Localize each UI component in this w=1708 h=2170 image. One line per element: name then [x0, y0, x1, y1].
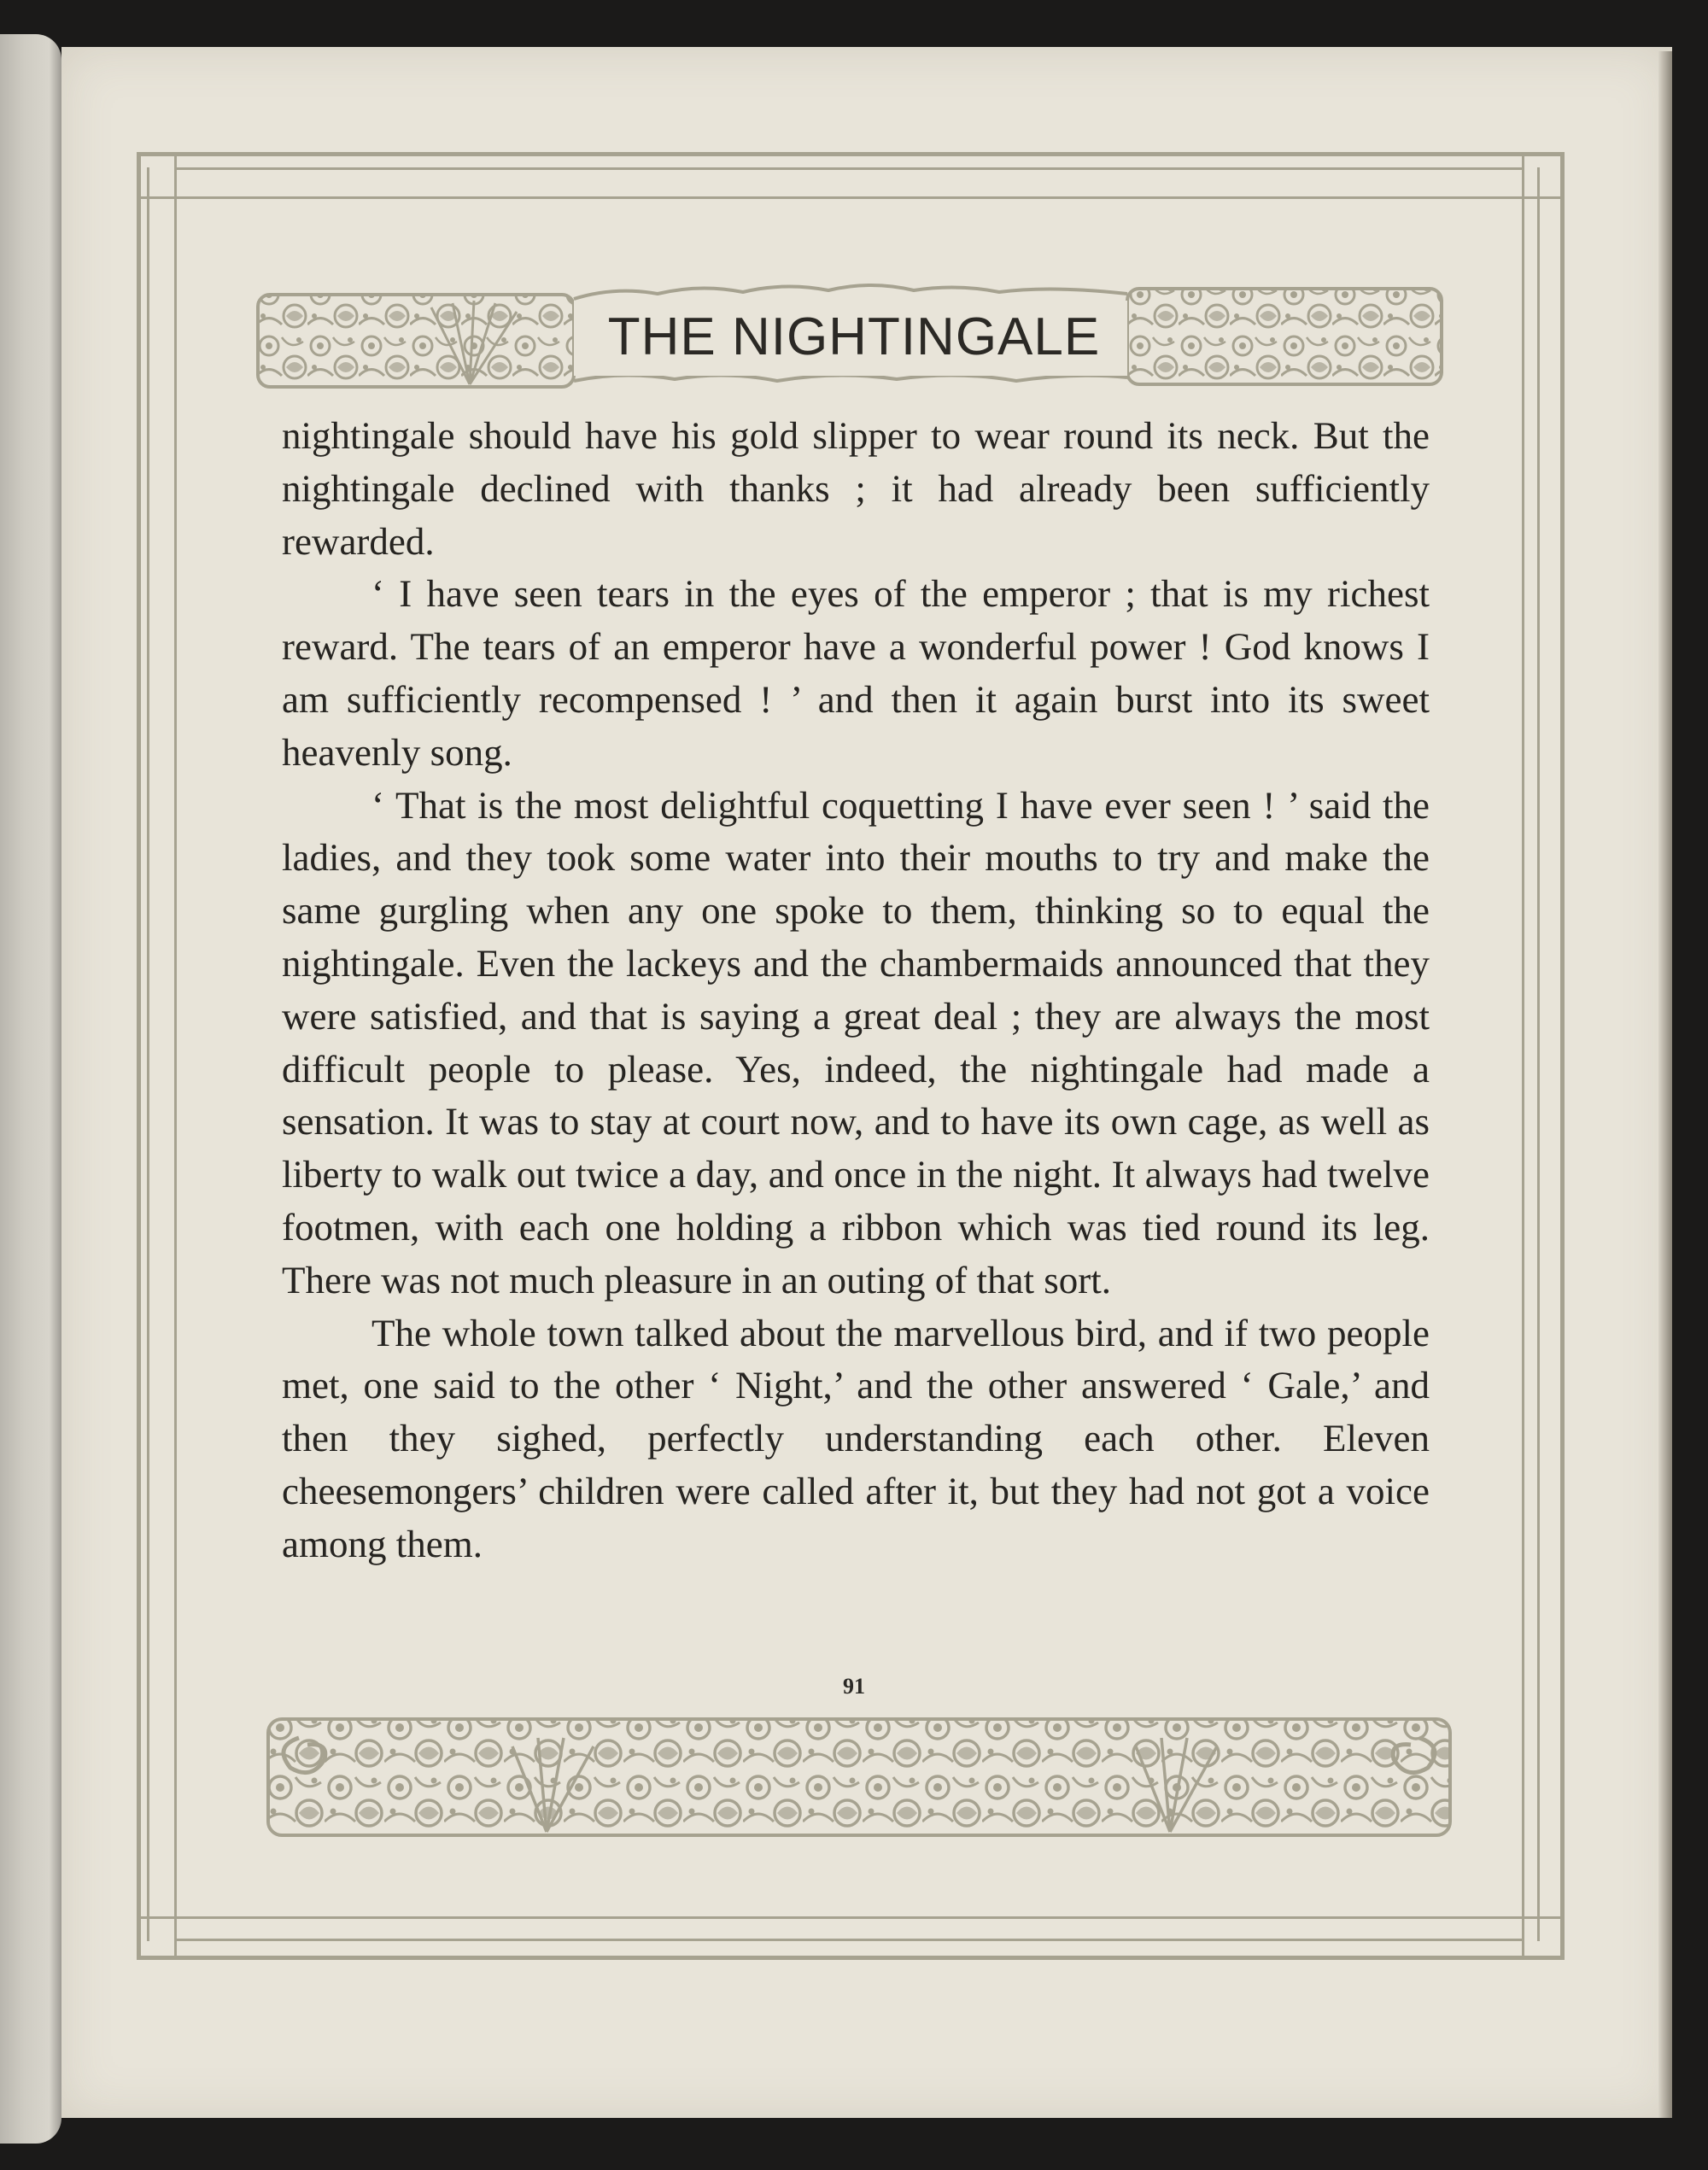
paragraph: ‘ I have seen tears in the eyes of the emperor ; that is my richest reward. The tears of an emperor have a wonderful power ! God knows I am sufficiently recompensed ! ’ and then it again burst into its sweet heavenly song. [282, 572, 1430, 774]
page-edge [1658, 51, 1672, 2118]
body-text [282, 410, 1430, 1571]
paragraph: ‘ That is the most delightful coquetting I have ever seen ! ’ said the ladies, and they took some water into their mouths to try and make the same gurgling when any one spoke to them, thinking so to equal the nightingale. Even the lackeys and the chambermaids announced that they were satisfied, and that is saying a great deal ; they are always the most difficult people to please. Yes, indeed, the nightingale had made a sensation. It was to stay at court now, and to have its own cage, as well as liberty to walk out twice a day, and once in the night. It always had twelve footmen, with each one holding a ribbon which was tied round its leg. There was not much pleasure in an outing of that sort. [282, 783, 1430, 1301]
page-number: 91 [843, 1674, 865, 1699]
facing-page-edge [0, 34, 61, 2144]
paragraph: The whole town talked about the marvellous bird, and if two people met, one said to the other ‘ Night,’ and the other answered ‘ Gale,’ and then they sighed, perfectly understanding each other. Eleven cheesemongers’ children were called after it, but they had not got a voice among them. [282, 1311, 1430, 1565]
paragraph: nightingale should have his gold slipper to wear round its neck. But the nightingale declined with thanks ; it had already been sufficiently rewarded. [282, 414, 1430, 563]
footer-ornament [265, 1712, 1454, 1840]
page-title: THE NIGHTINGALE [607, 307, 1101, 366]
